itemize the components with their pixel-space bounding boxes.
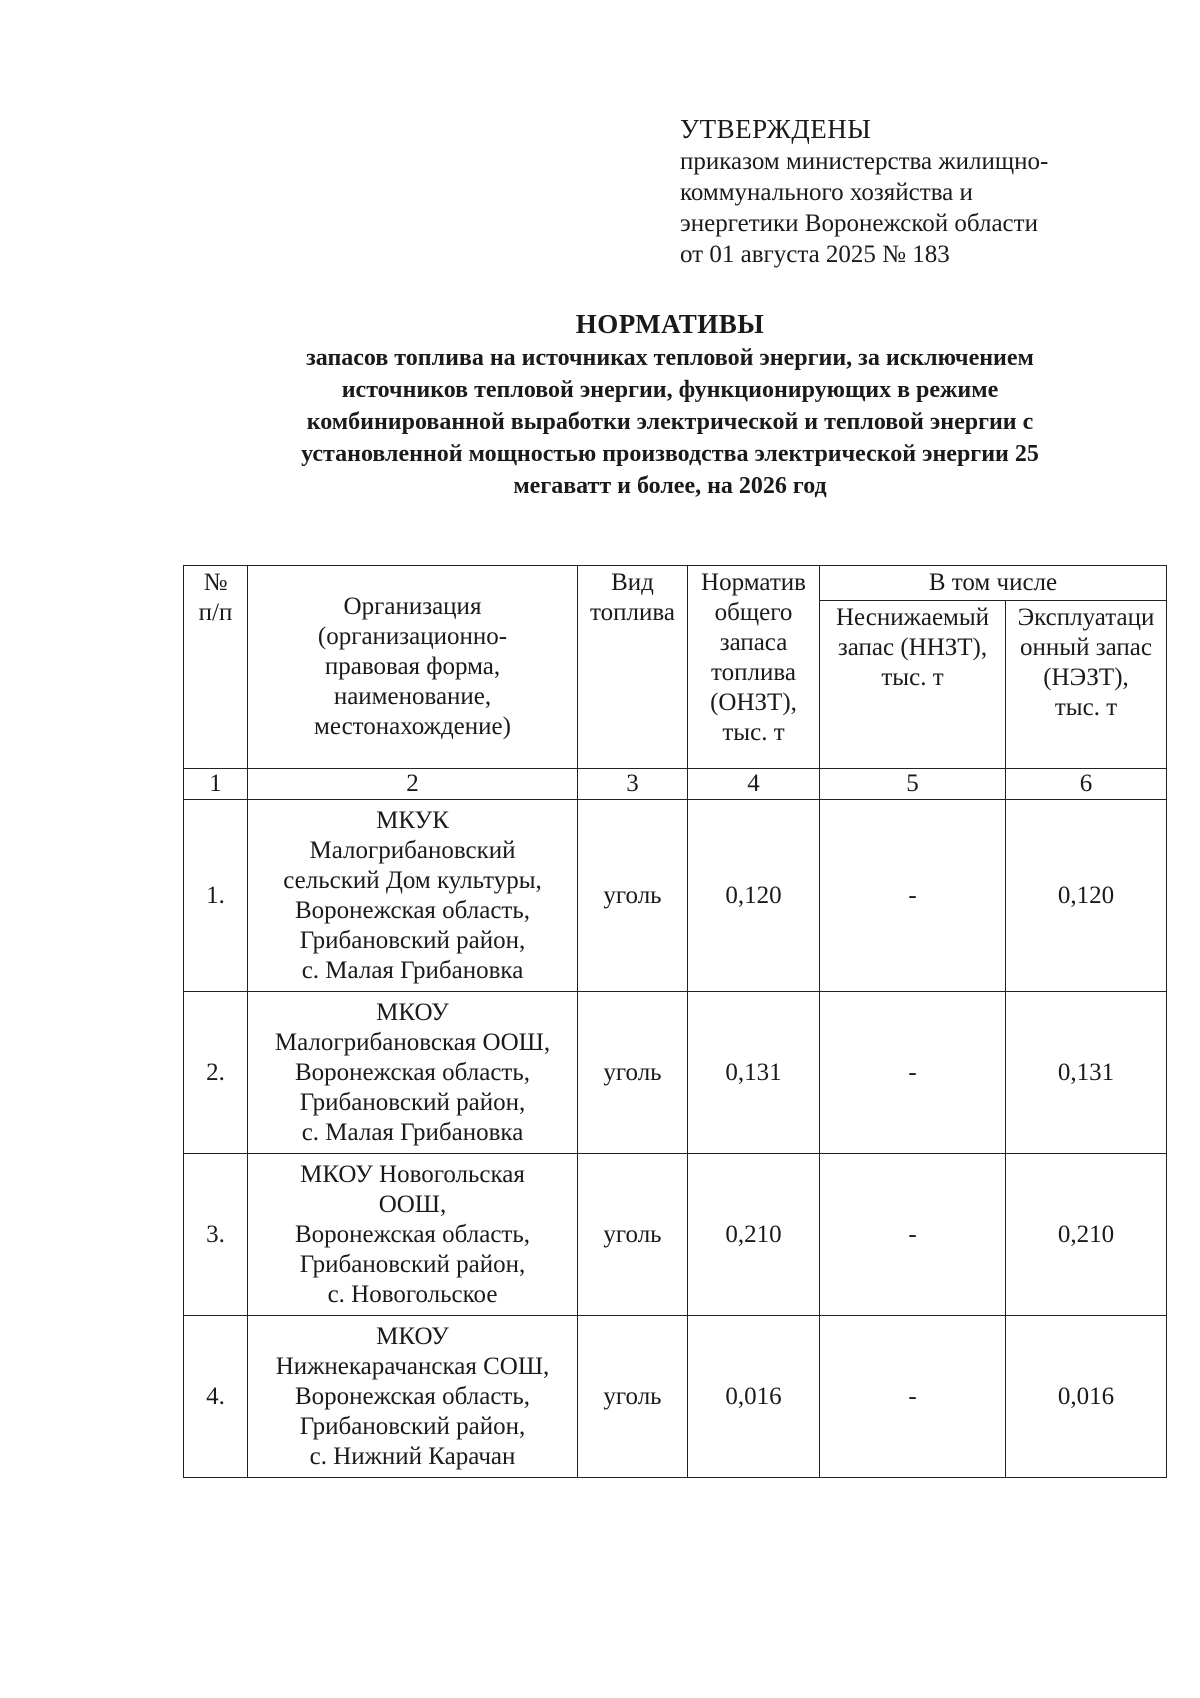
header-org-line: местонахождение)	[314, 713, 511, 740]
org-line: Грибановский район,	[299, 1088, 526, 1116]
org-line: Грибановский район,	[299, 926, 526, 954]
header-total-line: топлива	[711, 659, 796, 686]
org-line: с. Новогольское	[327, 1280, 498, 1308]
org-line: с. Малая Грибановка	[301, 1118, 524, 1146]
row-number: 3.	[184, 1154, 248, 1316]
column-number: 1	[184, 769, 248, 800]
column-number: 6	[1006, 769, 1167, 800]
org-line: Грибановский район,	[299, 1412, 526, 1440]
row-nnzt: -	[820, 1154, 1006, 1316]
row-fuel: уголь	[578, 992, 688, 1154]
column-number: 4	[688, 769, 820, 800]
header-total-line: (ОНЗТ),	[710, 689, 797, 716]
row-total: 0,016	[688, 1316, 820, 1478]
table-row	[184, 1154, 1167, 1316]
row-nezt: 0,016	[1006, 1316, 1167, 1478]
header-organization	[248, 566, 578, 769]
org-line: МКОУ Новогольская	[300, 1160, 525, 1188]
header-org-line: наименование,	[333, 683, 492, 710]
row-organization	[248, 800, 578, 992]
row-organization	[248, 992, 578, 1154]
header-nnzt-line: Неснижаемый	[835, 604, 990, 631]
table-header-row	[184, 566, 1167, 601]
approval-order-date: от 01 августа 2025 № 183	[680, 241, 950, 268]
row-nnzt: -	[820, 800, 1006, 992]
org-line: Грибановский район,	[299, 1250, 526, 1278]
header-total-line: общего	[714, 599, 793, 626]
column-number: 5	[820, 769, 1006, 800]
row-fuel: уголь	[578, 1316, 688, 1478]
header-total-norm	[688, 566, 820, 769]
header-org-line: Организация	[343, 593, 482, 620]
row-fuel: уголь	[578, 1154, 688, 1316]
subtitle-line: установленной мощностью производства электрической энергии 25	[301, 441, 1039, 467]
row-fuel: уголь	[578, 800, 688, 992]
org-line: МКОУ	[376, 1322, 449, 1350]
column-number: 2	[248, 769, 578, 800]
table-row	[184, 992, 1167, 1154]
table-row	[184, 1316, 1167, 1478]
header-nezt-line: тыс. т	[1054, 694, 1118, 721]
header-fuel-type	[578, 566, 688, 769]
document-title: НОРМАТИВЫ	[575, 309, 765, 339]
subtitle-line: комбинированной выработки электрической и тепловой энергии с	[306, 409, 1034, 435]
document-subtitle	[230, 342, 1110, 502]
row-nnzt: -	[820, 1316, 1006, 1478]
header-num-line: п/п	[198, 599, 233, 626]
approval-line: приказом министерства жилищно-	[680, 148, 1049, 175]
subtitle-line: мегаватт и более, на 2026 год	[513, 473, 827, 499]
header-including: В том числе	[820, 566, 1167, 601]
approval-line: энергетики Воронежской области	[680, 210, 1038, 237]
header-total-line: тыс. т	[722, 719, 785, 746]
column-number: 3	[578, 769, 688, 800]
row-organization	[248, 1154, 578, 1316]
org-line: Малогрибановский	[309, 836, 516, 864]
header-num	[184, 566, 248, 769]
row-total: 0,131	[688, 992, 820, 1154]
row-nezt: 0,131	[1006, 992, 1167, 1154]
header-total-line: Норматив	[701, 569, 806, 596]
row-nnzt: -	[820, 992, 1006, 1154]
header-nezt-line: онный запас	[1020, 634, 1152, 661]
org-line: МКУК	[376, 806, 449, 834]
org-line: Малогрибановская ООШ,	[274, 1028, 551, 1056]
row-number: 2.	[184, 992, 248, 1154]
approval-line: коммунального хозяйства и	[680, 179, 973, 206]
header-nezt	[1006, 601, 1167, 769]
subtitle-line: источников тепловой энергии, функционирующих в режиме	[341, 377, 999, 403]
fuel-norms-table	[183, 565, 1167, 1478]
org-line: с. Малая Грибановка	[301, 956, 524, 984]
document-heading	[230, 306, 1110, 502]
row-nezt: 0,210	[1006, 1154, 1167, 1316]
row-number: 1.	[184, 800, 248, 992]
row-nezt: 0,120	[1006, 800, 1167, 992]
header-org-line: (организационно-	[317, 623, 508, 650]
org-line: ООШ,	[378, 1190, 447, 1218]
header-fuel-line: Вид	[611, 569, 654, 596]
row-total: 0,210	[688, 1154, 820, 1316]
org-line: Воронежская область,	[294, 1220, 531, 1248]
org-line: Нижнекарачанская СОШ,	[275, 1352, 550, 1380]
org-line: Воронежская область,	[294, 896, 531, 924]
header-num-line: №	[203, 569, 228, 596]
approval-title: УТВЕРЖДЕНЫ	[680, 114, 872, 144]
approval-block	[680, 112, 1120, 270]
header-fuel-line: топлива	[590, 599, 675, 626]
header-nezt-line: Эксплуатаци	[1017, 604, 1155, 631]
row-total: 0,120	[688, 800, 820, 992]
org-line: с. Нижний Карачан	[309, 1442, 516, 1470]
header-nnzt-line: запас (ННЗТ),	[837, 634, 988, 661]
header-nnzt	[820, 601, 1006, 769]
subtitle-line: запасов топлива на источниках тепловой энергии, за исключением	[306, 345, 1034, 371]
header-nezt-line: (НЭЗТ),	[1043, 664, 1129, 691]
row-number: 4.	[184, 1316, 248, 1478]
org-line: Воронежская область,	[294, 1382, 531, 1410]
org-line: сельский Дом культуры,	[283, 866, 542, 894]
header-nnzt-line: тыс. т	[881, 664, 944, 691]
org-line: Воронежская область,	[294, 1058, 531, 1086]
header-org-line: правовая форма,	[324, 653, 501, 680]
table-row	[184, 800, 1167, 992]
column-number-row	[184, 769, 1167, 800]
header-total-line: запаса	[719, 629, 788, 656]
row-organization	[248, 1316, 578, 1478]
org-line: МКОУ	[376, 998, 449, 1026]
